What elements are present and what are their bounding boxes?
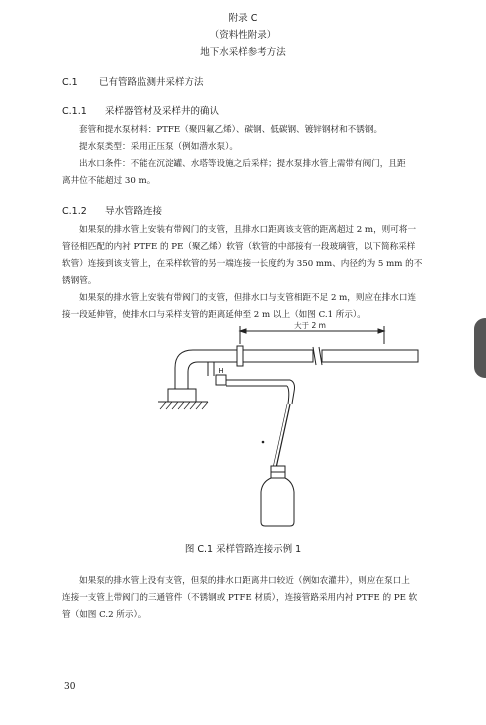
figure-caption: 图 C.1 采样管路连接示例 1 (184, 544, 302, 555)
stainless-steel-tube (276, 404, 290, 468)
drip-dot (262, 441, 264, 443)
valve-body (216, 375, 226, 385)
page-edge-tab (474, 318, 486, 378)
section-number: C.1.2 (62, 206, 87, 217)
c11-paragraph-3-line-2: 离井位不能超过 30 m。 (62, 176, 156, 186)
after-paragraph-line-2: 连接一支管上带阀门的三通管件（不锈钢或 PTFE 材质），连接管路采用内衬 PTFE 的 PE 软 (62, 593, 418, 603)
section-title: 已有管路监测井采样方法 (99, 77, 204, 88)
c12-paragraph-1-line-3: 软管）连接到该支管上，在采样软管的另一端连接一长度约为 350 mm、内径约为 5 mm 的不 (62, 259, 423, 269)
c11-paragraph-3-line-1: 出水口条件：不能在沉淀罐、水塔等设施之后采样；提水泵排水管上需带有阀门，且距 (79, 159, 406, 169)
c12-paragraph-1-line-1: 如果泵的排水管上安装有带阀门的支管，且排水口距离该支管的距离超过 2 m，则可将一 (79, 225, 417, 235)
section-number: C.1.1 (62, 106, 87, 117)
appendix-title: 附录 C (228, 13, 258, 24)
appendix-type: （资料性附录） (209, 30, 277, 41)
after-paragraph-line-3: 管（如图 C.2 所示）。 (62, 610, 147, 620)
dimension-label: 大于 2 m (294, 321, 326, 330)
section-number: C.1 (62, 77, 78, 88)
valve-label: H (218, 367, 224, 375)
sample-bottle (261, 478, 294, 526)
extension-pipe-segment-1 (243, 350, 313, 362)
c12-paragraph-2-line-2: 接一段延伸管，使排水口与采样支管的距离延伸至 2 m 以上（如图 C.1 所示）。 (62, 310, 366, 320)
c12-paragraph-1-line-4: 锈钢管。 (62, 276, 97, 286)
c12-paragraph-2-line-1: 如果泵的排水管上安装有带阀门的支管，但排水口与支管相距不足 2 m，则应在排水口连 (79, 293, 417, 303)
after-paragraph-line-1: 如果泵的排水管上没有支管，但泵的排水口距离井口较近（例如农灌井），则应在泵口上 (79, 576, 410, 586)
sampling-hose-upper (290, 380, 295, 404)
ground-hatch (160, 402, 208, 409)
dimension-arrow-left (240, 329, 246, 333)
section-title: 导水管路连接 (105, 206, 163, 217)
c11-paragraph-2: 提水泵类型：采用正压泵（例如潜水泵）。 (79, 142, 238, 152)
extension-pipe-segment-2 (322, 350, 418, 362)
dimension-arrow-right (378, 329, 384, 333)
appendix-name: 地下水采样参考方法 (200, 47, 286, 58)
page-number: 30 (64, 682, 76, 692)
pipe-flange (237, 346, 243, 366)
c12-paragraph-1-line-2: 管径相匹配的内衬 PTFE 的 PE（聚乙烯）软管（软管的中部接有一段玻璃管，以下简称采样 (62, 242, 416, 252)
c11-paragraph-1: 套管和提水泵材料：PTFE（聚四氟乙烯）、碳钢、低碳钢、镀锌钢材和不锈钢。 (79, 125, 383, 135)
pump-base (168, 389, 196, 402)
section-title: 采样器管材及采样井的确认 (105, 106, 220, 117)
